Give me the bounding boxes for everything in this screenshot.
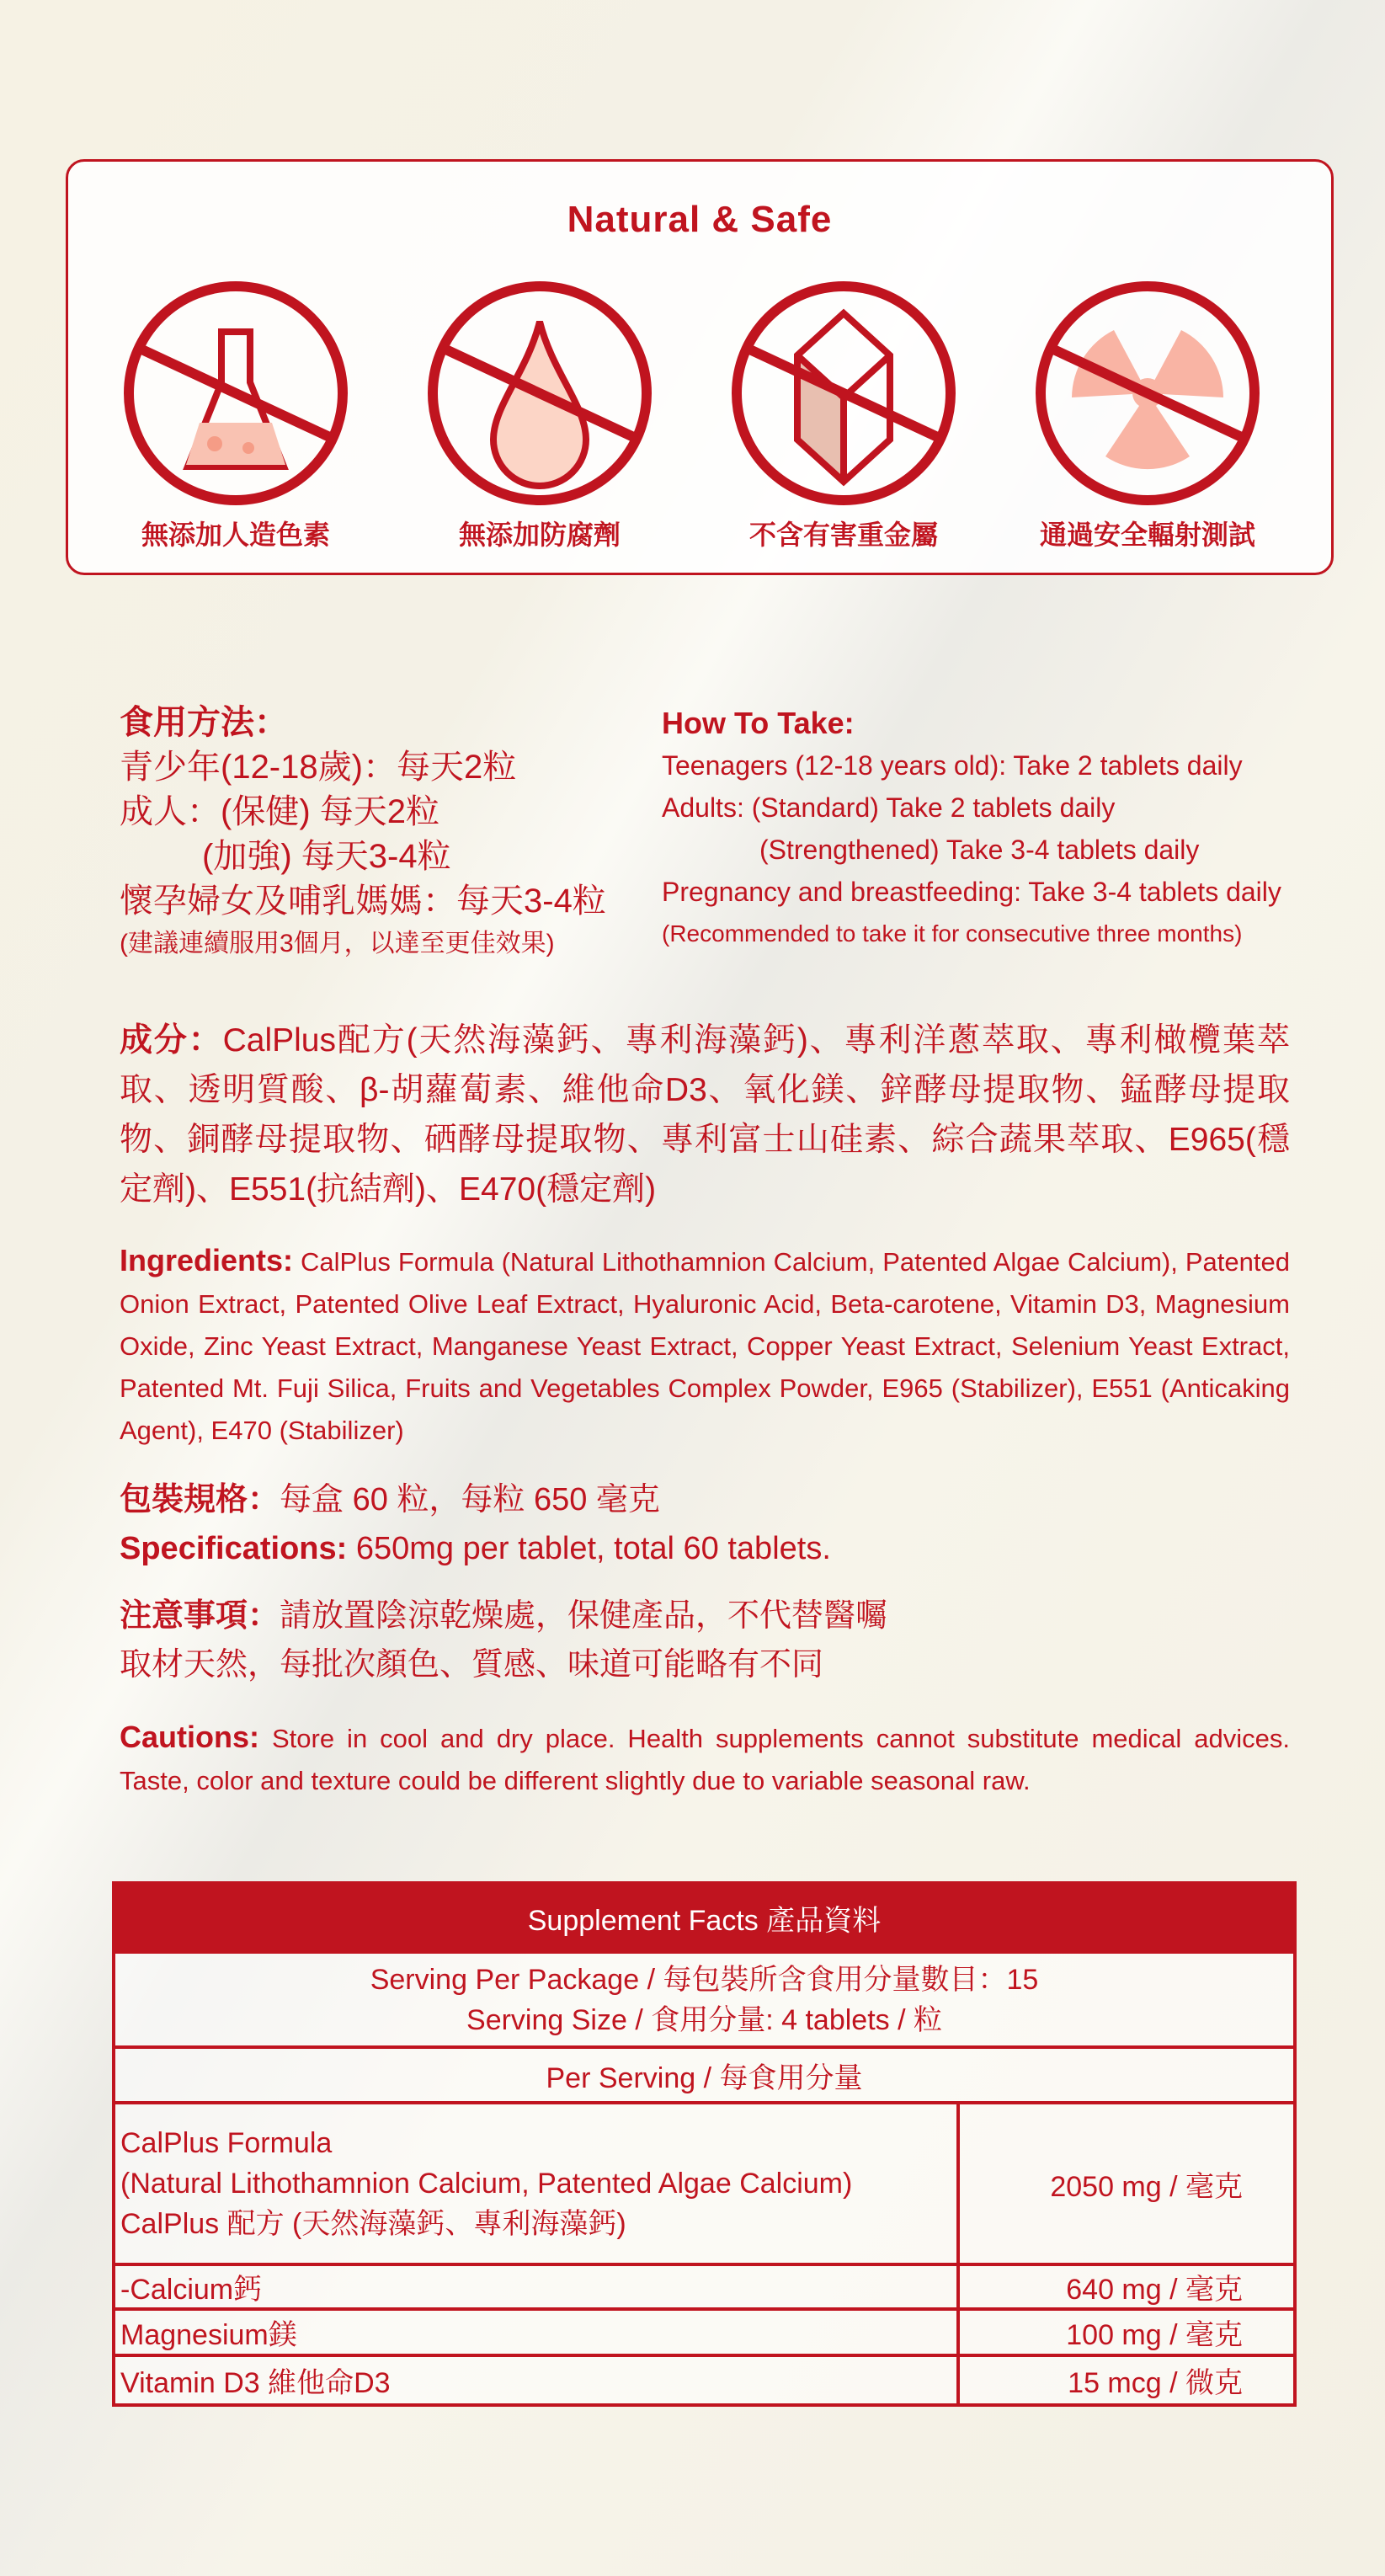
howto-en-line: (Strengthened) Take 3-4 tablets daily [759, 835, 1200, 865]
cautions-cn-text: 取材天然，每批次顏色、質感、味道可能略有不同 [120, 1647, 824, 1683]
nutrient-value: 15 mcg / 微克 [958, 2355, 1295, 2405]
table-row [114, 2103, 1295, 2264]
specs-en-text: 650mg per tablet, total 60 tablets. [355, 1531, 831, 1566]
howto-en-line: Adults: (Standard) Take 2 tablets daily [662, 792, 1116, 823]
natural-safe-panel [66, 159, 1334, 575]
serving-size: Serving Size / 食用分量: 4 tablets / 粒 [466, 2003, 942, 2036]
nutrient-value: 2050 mg / 毫克 [958, 2103, 1295, 2264]
howto-cn-line: (加強) 每天3-4粒 [202, 838, 451, 875]
table-row [114, 2309, 1295, 2355]
howto-en-line: Pregnancy and breastfeeding: Take 3-4 tablets daily [662, 877, 1281, 907]
cautions-cn-text: 請放置陰涼乾燥處，保健產品，不代替醫囑 [280, 1598, 888, 1634]
per-serving: Per Serving / 每食用分量 [114, 2047, 1295, 2103]
ingredients-cn [120, 1016, 1290, 1214]
nutrient-name: Magnesium鎂 [114, 2309, 958, 2355]
howto-cn-line: 懷孕婦女及哺乳媽媽：每天3-4粒 [120, 883, 606, 920]
ingredients-en-text: CalPlus Formula (Natural Lithothamnion Calcium, Patented Algae Calcium), Patented Onion Extract, Patented Olive Leaf Extract, Hyaluronic Acid, Beta-carotene, Vitamin D3, Magnesium Oxide, Zinc Yeast Extract, Manganese Yeast Extract, Copper Yeast Extract, Selenium Yeast Extract, Patented Mt. Fuji Silica, Fruits and Vegetables Complex Powder, E965 (Stabilizer), E551 (Anticaking Agent), E470 (Stabilizer) [120, 1247, 1290, 1445]
specs-cn-label: 包裝規格： [120, 1482, 280, 1517]
cautions-cn [120, 1592, 887, 1689]
cautions-en [120, 1716, 1290, 1802]
specs [120, 1475, 831, 1573]
howto-en [662, 702, 1281, 955]
table-row [114, 2264, 1295, 2309]
nutrient-name: Vitamin D3 維他命D3 [114, 2355, 958, 2405]
no-heavy-metal-cube-icon [730, 280, 957, 507]
nutrient-name: CalPlus Formula (Natural Lithothamnion Calcium, Patented Algae Calcium) CalPlus 配方 (天然海藻鈣、專利海藻鈣) [114, 2103, 958, 2264]
howto-cn-note: (建議連續服用3個月，以達至更佳效果) [120, 930, 555, 957]
cautions-en-label: Cautions: [120, 1720, 259, 1754]
panel-title: Natural & Safe [567, 199, 833, 240]
nutrient-name: -Calcium鈣 [114, 2264, 958, 2309]
facts-title: Supplement Facts 產品資料 [114, 1883, 1295, 1952]
ingredients-cn-text: CalPlus配方(天然海藻鈣、專利海藻鈣)、專利洋蔥萃取、專利橄欖葉萃取、透明質酸、β-胡蘿蔔素、維他命D3、氧化鎂、鋅酵母提取物、錳酵母提取物、銅酵母提取物、硒酵母提取物、專利富士山硅素、綜合蔬果萃取、E965(穩定劑)、E551(抗結劑)、E470(穩定劑) [120, 1022, 1290, 1208]
howto-en-title: How To Take: [662, 706, 855, 740]
nutrient-value: 100 mg / 毫克 [958, 2309, 1295, 2355]
table-row [114, 2355, 1295, 2405]
specs-en-label: Specifications: [120, 1531, 348, 1566]
cautions-cn-label: 注意事項： [120, 1598, 280, 1634]
icon-label: 無添加防腐劑 [458, 520, 621, 550]
howto-cn [120, 701, 606, 964]
supplement-facts-table [112, 1881, 1297, 2407]
howto-en-note: (Recommended to take it for consecutive three months) [662, 920, 1243, 947]
no-preservative-drop-icon [426, 280, 653, 507]
howto-en-line: Teenagers (12-18 years old): Take 2 tablets daily [662, 750, 1243, 781]
howto-cn-title: 食用方法： [120, 704, 288, 741]
ingredients-cn-label: 成分： [120, 1022, 223, 1059]
serving-info [114, 1952, 1295, 2047]
howto-cn-line: 成人：(保健) 每天2粒 [120, 793, 439, 830]
radiation-tested-icon [1034, 280, 1261, 507]
no-artificial-color-flask-icon [122, 280, 349, 507]
specs-cn-text: 每盒 60 粒，每粒 650 毫克 [280, 1482, 660, 1517]
specs-cn [120, 1475, 831, 1524]
ingredients-en [120, 1240, 1290, 1452]
icon-label: 不含有害重金屬 [748, 520, 938, 550]
serving-per-package: Serving Per Package / 每包裝所含食用分量數目：15 [370, 1963, 1039, 1996]
ingredients-en-label: Ingredients: [120, 1243, 294, 1277]
specs-en [120, 1524, 831, 1573]
howto-cn-line: 青少年(12-18歲)：每天2粒 [120, 749, 517, 786]
nutrient-value: 640 mg / 毫克 [958, 2264, 1295, 2309]
icon-label: 無添加人造色素 [141, 520, 330, 550]
icon-label: 通過安全輻射測試 [1039, 520, 1255, 550]
cautions-en-text: Store in cool and dry place. Health supplements cannot substitute medical advices. Taste, color and texture could be different slightly due to variable seasonal raw. [120, 1724, 1290, 1795]
